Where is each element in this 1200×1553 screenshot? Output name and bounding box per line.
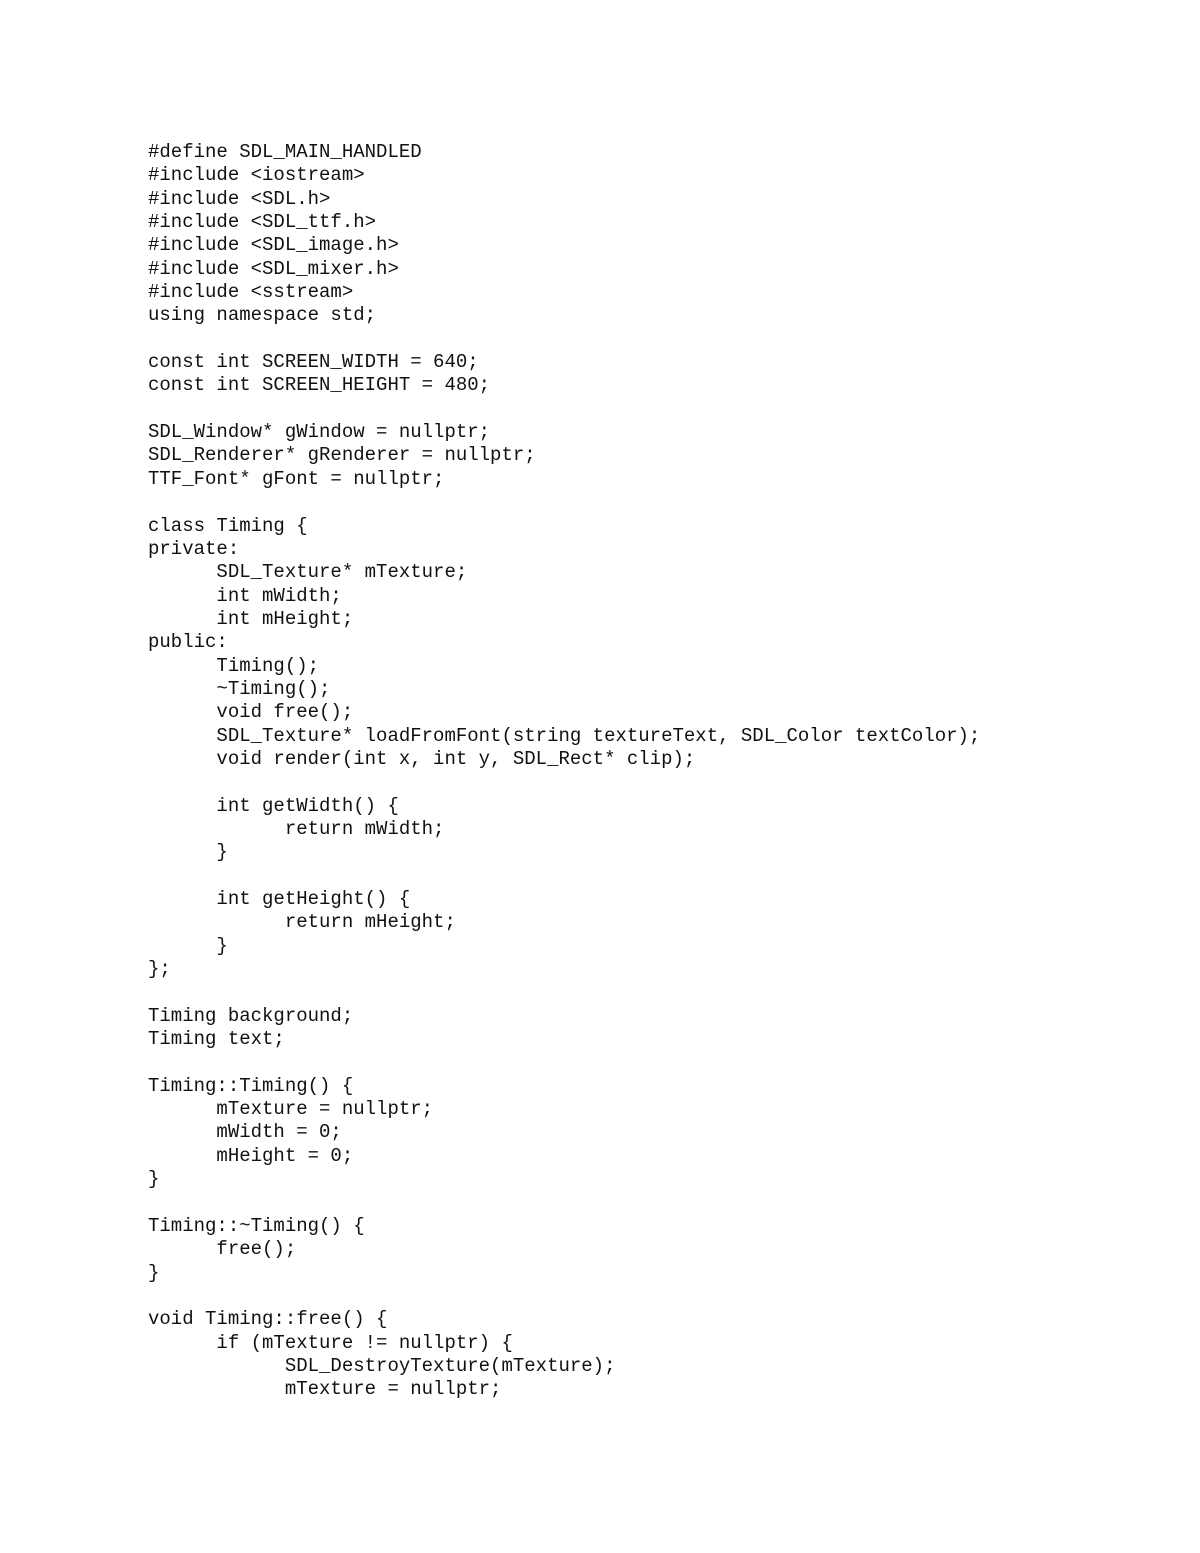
code-line-blank (148, 1051, 980, 1074)
code-line: using namespace std; (148, 304, 377, 327)
code-line-blank (148, 771, 980, 794)
code-line-blank (148, 981, 980, 1004)
code-line: Timing::Timing() { (148, 1074, 354, 1097)
code-line: Timing background; (148, 1004, 354, 1027)
code-line: #include <sstream> (148, 281, 354, 304)
code-line: SDL_Window* gWindow = nullptr; (148, 421, 491, 444)
code-line: #include <SDL_image.h> (148, 234, 399, 257)
code-line: #include <SDL_ttf.h> (148, 211, 377, 234)
code-line: SDL_Renderer* gRenderer = nullptr; (148, 444, 536, 467)
code-line: if (mTexture != nullptr) { (148, 1331, 513, 1354)
code-line: free(); (148, 1238, 297, 1261)
code-line: ~Timing(); (148, 677, 331, 700)
code-line: void render(int x, int y, SDL_Rect* clip); (148, 747, 696, 770)
code-line-blank (148, 328, 980, 351)
code-line: int getWidth() { (148, 794, 399, 817)
code-line: SDL_Texture* loadFromFont(string textureText, SDL_Color textColor); (148, 724, 981, 747)
code-line: #define SDL_MAIN_HANDLED (148, 141, 422, 163)
code-line: int getHeight() { (148, 888, 411, 910)
code-line: class Timing { (148, 514, 308, 537)
code-line: #include <iostream> (148, 164, 365, 187)
code-line: SDL_Texture* mTexture; (148, 561, 468, 584)
code-line: #include <SDL.h> (148, 187, 331, 210)
code-line: } (148, 1261, 160, 1284)
code-line: Timing::~Timing() { (148, 1214, 365, 1237)
code-line: mWidth = 0; (148, 1121, 342, 1144)
code-line: const int SCREEN_WIDTH = 640; (148, 351, 479, 374)
code-line: Timing text; (148, 1028, 285, 1051)
code-line: TTF_Font* gFont = nullptr; (148, 467, 445, 490)
code-line: const int SCREEN_HEIGHT = 480; (148, 374, 491, 397)
code-line: } (148, 934, 228, 957)
code-line: int mWidth; (148, 584, 342, 607)
code-line: return mWidth; (148, 817, 445, 840)
code-line-blank (148, 398, 980, 421)
code-line: mTexture = nullptr; (148, 1378, 502, 1401)
code-line: } (148, 1168, 160, 1191)
code-line: mTexture = nullptr; (148, 1098, 434, 1121)
code-line: int mHeight; (148, 607, 354, 630)
code-line: void free(); (148, 701, 354, 724)
code-line-blank (148, 491, 980, 514)
code-line-blank (148, 1285, 980, 1308)
code-line: private: (148, 537, 240, 560)
code-line: return mHeight; (148, 911, 456, 934)
code-line-blank (148, 1191, 980, 1214)
code-line: public: (148, 631, 228, 654)
code-line: }; (148, 958, 171, 981)
code-line: Timing(); (148, 654, 320, 677)
code-line: mHeight = 0; (148, 1144, 354, 1167)
code-line: #include <SDL_mixer.h> (148, 257, 399, 280)
code-line-blank (148, 865, 980, 888)
code-line: void Timing::free() { (148, 1308, 388, 1331)
code-listing (148, 141, 980, 1402)
code-line: } (148, 841, 228, 864)
code-line: SDL_DestroyTexture(mTexture); (148, 1354, 616, 1377)
